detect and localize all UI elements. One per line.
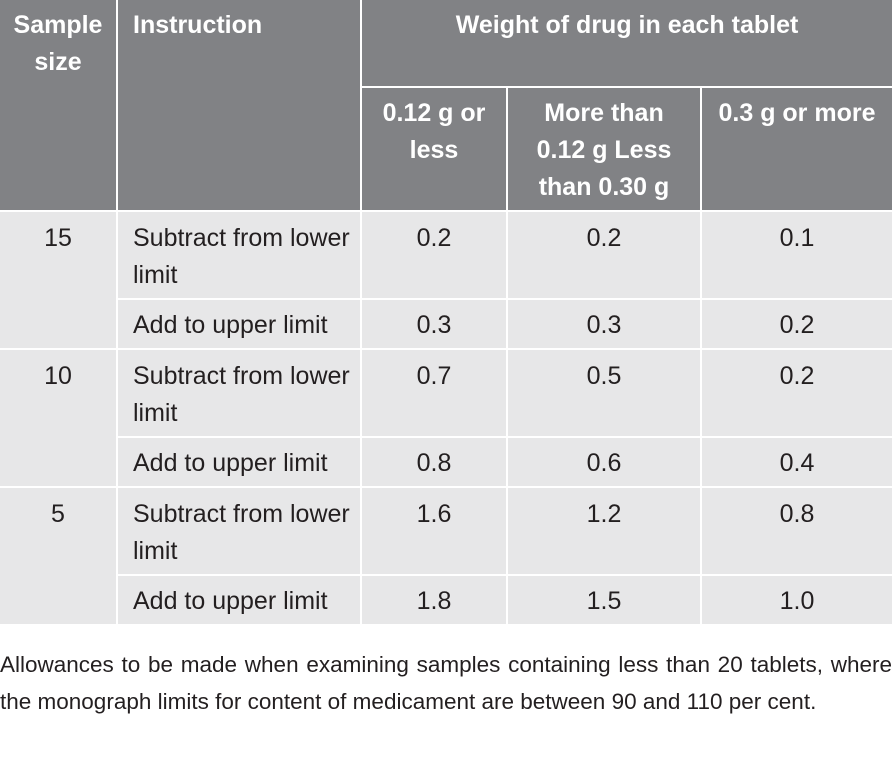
table-row (0, 349, 892, 437)
sample-size-cell: 15 (0, 211, 117, 349)
instruction-cell: Add to upper limit (117, 437, 361, 487)
value-cell: 1.5 (507, 575, 701, 625)
value-cell: 0.2 (701, 299, 892, 349)
table-row (0, 575, 892, 625)
header-col-mid: More than 0.12 g Less than 0.30 g (507, 87, 701, 211)
value-cell: 0.4 (701, 437, 892, 487)
instruction-cell: Subtract from lower limit (117, 211, 361, 299)
value-cell: 0.3 (507, 299, 701, 349)
sample-size-cell: 5 (0, 487, 117, 625)
table-row (0, 487, 892, 575)
value-cell: 0.6 (507, 437, 701, 487)
table-row (0, 437, 892, 487)
value-cell: 0.8 (701, 487, 892, 575)
header-sample-size: Sample size (0, 0, 117, 211)
table-row (0, 299, 892, 349)
table-header (0, 0, 892, 211)
value-cell: 1.2 (507, 487, 701, 575)
header-weight-group: Weight of drug in each tablet (361, 0, 892, 87)
header-col-high: 0.3 g or more (701, 87, 892, 211)
header-col-low: 0.12 g or less (361, 87, 507, 211)
table-row (0, 211, 892, 299)
value-cell: 0.2 (701, 349, 892, 437)
instruction-cell: Add to upper limit (117, 575, 361, 625)
value-cell: 0.5 (507, 349, 701, 437)
value-cell: 1.8 (361, 575, 507, 625)
instruction-cell: Subtract from lower limit (117, 487, 361, 575)
value-cell: 1.6 (361, 487, 507, 575)
table-body (0, 211, 892, 625)
value-cell: 0.1 (701, 211, 892, 299)
header-instruction: Instruction (117, 0, 361, 211)
value-cell: 0.2 (507, 211, 701, 299)
instruction-cell: Subtract from lower limit (117, 349, 361, 437)
value-cell: 0.3 (361, 299, 507, 349)
table-caption: Allowances to be made when examining samples containing less than 20 tablets, where the monograph limits for content of medicament are between 90 and 110 per cent. (0, 652, 892, 714)
value-cell: 1.0 (701, 575, 892, 625)
instruction-cell: Add to upper limit (117, 299, 361, 349)
sample-size-cell: 10 (0, 349, 117, 487)
value-cell: 0.7 (361, 349, 507, 437)
value-cell: 0.2 (361, 211, 507, 299)
value-cell: 0.8 (361, 437, 507, 487)
header-row-1 (0, 0, 892, 87)
